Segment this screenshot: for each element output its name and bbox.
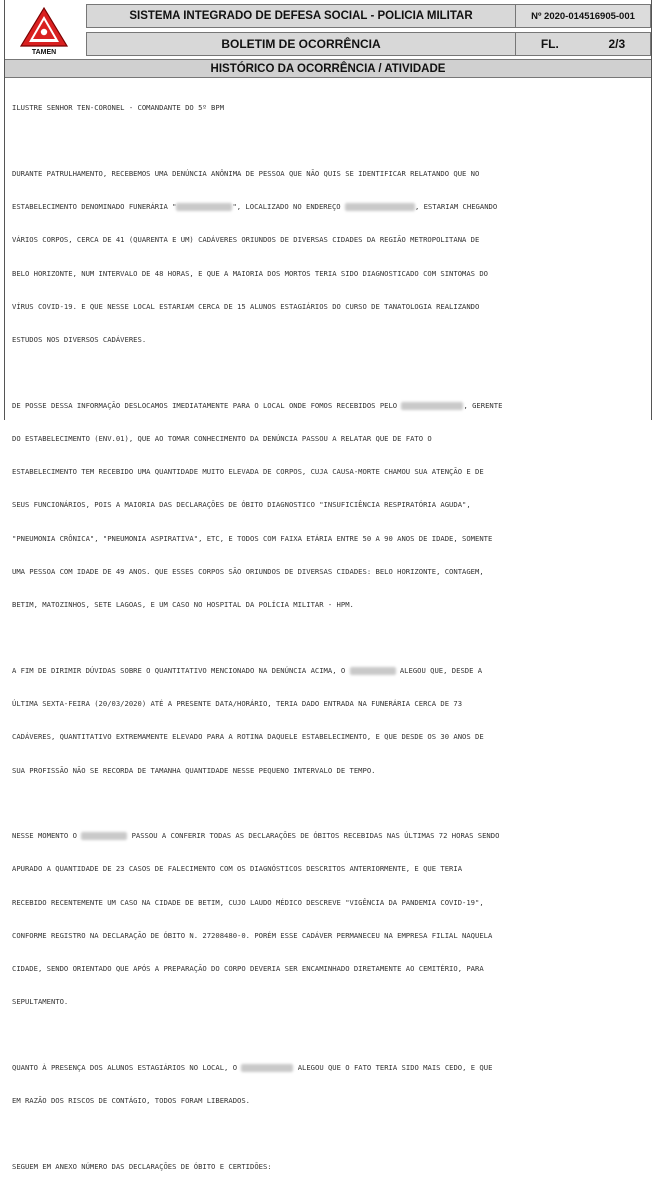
paragraph-line: NESSE MOMENTO O PASSOU A CONFERIR TODAS AS DECLARAÇÕES DE ÓBITOS RECEBIDAS NAS ÚLTIMAS 72 HORAS SENDO	[12, 831, 500, 840]
paragraph-line: A FIM DE DIRIMIR DÚVIDAS SOBRE O QUANTITATIVO MENCIONADO NA DENÚNCIA ACIMA, O ALEGOU QUE, DESDE A	[12, 665, 483, 675]
paragraph-line: ESTABELECIMENTO TEM RECEBIDO UMA QUANTIDADE MUITO ELEVADA DE CORPOS, CUJA CAUSA-MORTE CHAMOU SUA ATENÇÃO E DE	[12, 467, 484, 477]
redacted-address	[345, 203, 415, 211]
paragraph-line: SUA PROFISSÃO NÃO SE RECORDA DE TAMANHA QUANTIDADE NESSE PEQUENO INTERVALO DE TEMPO.	[12, 765, 376, 775]
paragraph-line: RECEBIDO RECENTEMENTE UM CASO NA CIDADE DE BETIM, CUJO LAUDO MÉDICO DESCREVE "VIGÊNCIA DA PANDEMIA COVID-19",	[12, 897, 484, 907]
report-type: BOLETIM DE OCORRÊNCIA	[221, 37, 381, 51]
page-value: 2/3	[608, 37, 626, 51]
paragraph-line: APURADO A QUANTIDADE DE 23 CASOS DE FALECIMENTO COM OS DIAGNÓSTICOS DESCRITOS ANTERIORMENTE, E QUE TERIA	[12, 864, 463, 874]
paragraph-line: EM RAZÃO DOS RISCOS DE CONTÁGIO, TODOS FORAM LIBERADOS.	[12, 1096, 250, 1106]
section-title: HISTÓRICO DA OCORRÊNCIA / ATIVIDADE	[5, 59, 651, 78]
triangle-logo-icon	[5, 4, 83, 56]
paragraph-line: UMA PESSOA COM IDADE DE 49 ANOS. QUE ESSES CORPOS SÃO ORIUNDOS DE DIVERSAS CIDADES: BELO HORIZONTE, CONTAGEM,	[12, 566, 484, 576]
paragraph-line: ÚLTIMA SEXTA-FEIRA (20/03/2020) ATÉ A PRESENTE DATA/HORÁRIO, TERIA DADO ENTRADA NA FUNERÁRIA CERCA DE 73	[12, 698, 463, 708]
paragraph-line: SEPULTAMENTO.	[12, 997, 69, 1007]
paragraph-line: SEGUEM EM ANEXO NÚMERO DAS DECLARAÇÕES DE ÓBITO E CERTIDÕES:	[12, 1161, 272, 1171]
paragraph-line: BELO HORIZONTE, NUM INTERVALO DE 48 HORAS, E QUE A MAIORIA DOS MORTOS TERIA SIDO DIAGNOSTICADO COM SINTOMAS DO	[12, 268, 488, 278]
paragraph-line: ESTABELECIMENTO DENOMINADO FUNERÁRIA " ", LOCALIZADO NO ENDEREÇO , ESTARIAM CHEGANDO	[12, 201, 498, 211]
paragraph-line: DO ESTABELECIMENTO (ENV.01), QUE AO TOMAR CONHECIMENTO DA DENÚNCIA PASSOU A RELATAR QUE DE FATO O	[12, 433, 432, 443]
paragraph-line: CADÁVERES, QUANTITATIVO EXTREMAMENTE ELEVADO PARA A ROTINA DAQUELE ESTABELECIMENTO, E QUE DESDE OS 30 ANOS DE	[12, 732, 484, 742]
paragraph-line: SEUS FUNCIONÁRIOS, POIS A MAIORIA DAS DECLARAÇÕES DE ÓBITO DIAGNOSTICO "INSUFICIÊNCIA RESPIRATÓRIA AGUDA",	[12, 500, 471, 510]
page-label: FL.	[540, 37, 559, 51]
paragraph-line: DURANTE PATRULHAMENTO, RECEBEMOS UMA DENÚNCIA ANÔNIMA DE PESSOA QUE NÃO QUIS SE IDENTIFICAR RELATANDO QUE NO	[12, 168, 480, 178]
paragraph-line: CIDADE, SENDO ORIENTADO QUE APÓS A PREPARAÇÃO DO CORPO DEVERIA SER ENCAMINHADO DIRETAMENTE AO CEMITÉRIO, PARA	[12, 964, 484, 974]
system-title: SISTEMA INTEGRADO DE DEFESA SOCIAL - POLICIA MILITAR	[129, 10, 473, 22]
redacted-name	[241, 1064, 293, 1072]
paragraph-line: "PNEUMONIA CRÔNICA", "PNEUMONIA ASPIRATIVA", ETC, E TODOS COM FAIXA ETÁRIA ENTRE 50 A 90 ANOS DE IDADE, SOMENTE	[12, 533, 493, 543]
header-row-2	[86, 32, 651, 56]
pm-logo	[5, 4, 83, 56]
report-body	[12, 80, 642, 1194]
right-border	[651, 0, 652, 420]
salutation: ILUSTRE SENHOR TEN-CORONEL - COMANDANTE DO 5º BPM	[12, 103, 225, 113]
paragraph-line: VÍRUS COVID-19. E QUE NESSE LOCAL ESTARIAM CERCA DE 15 ALUNOS ESTAGIÁRIOS DO CURSO DE TANATOLOGIA REALIZANDO	[12, 301, 480, 311]
paragraph-line: CONFORME REGISTRO NA DECLARAÇÃO DE ÓBITO N. 27208480-0. PORÉM ESSE CADÁVER PERMANECEU NA EMPRESA FILIAL NAQUELA	[12, 930, 493, 940]
paragraph-line: DE POSSE DESSA INFORMAÇÃO DESLOCAMOS IMEDIATAMENTE PARA O LOCAL ONDE FOMOS RECEBIDOS PELO , GERENTE	[12, 400, 503, 410]
report-number: Nº 2020-014516905-001	[515, 5, 650, 27]
paragraph-line: BETIM, MATOZINHOS, SETE LAGOAS, E UM CASO NO HOSPITAL DA POLÍCIA MILITAR - HPM.	[12, 600, 354, 610]
redacted-name	[350, 667, 396, 675]
paragraph-line: QUANTO À PRESENÇA DOS ALUNOS ESTAGIÁRIOS NO LOCAL, O ALEGOU QUE O FATO TERIA SIDO MAIS CEDO, E QUE	[12, 1062, 493, 1072]
paragraph-line: ESTUDOS NOS DIVERSOS CADÁVERES.	[12, 335, 147, 345]
redacted-name	[81, 832, 127, 840]
redacted-name	[401, 402, 463, 410]
redacted-name	[176, 203, 232, 211]
page-indicator	[515, 33, 650, 55]
paragraph-line: VÁRIOS CORPOS, CERCA DE 41 (QUARENTA E UM) CADÁVERES ORIUNDOS DE DIVERSAS CIDADES DA REGIÃO METROPOLITANA DE	[12, 235, 480, 245]
header-row-1	[86, 4, 651, 28]
logo-caption: TAMEN	[31, 49, 57, 56]
